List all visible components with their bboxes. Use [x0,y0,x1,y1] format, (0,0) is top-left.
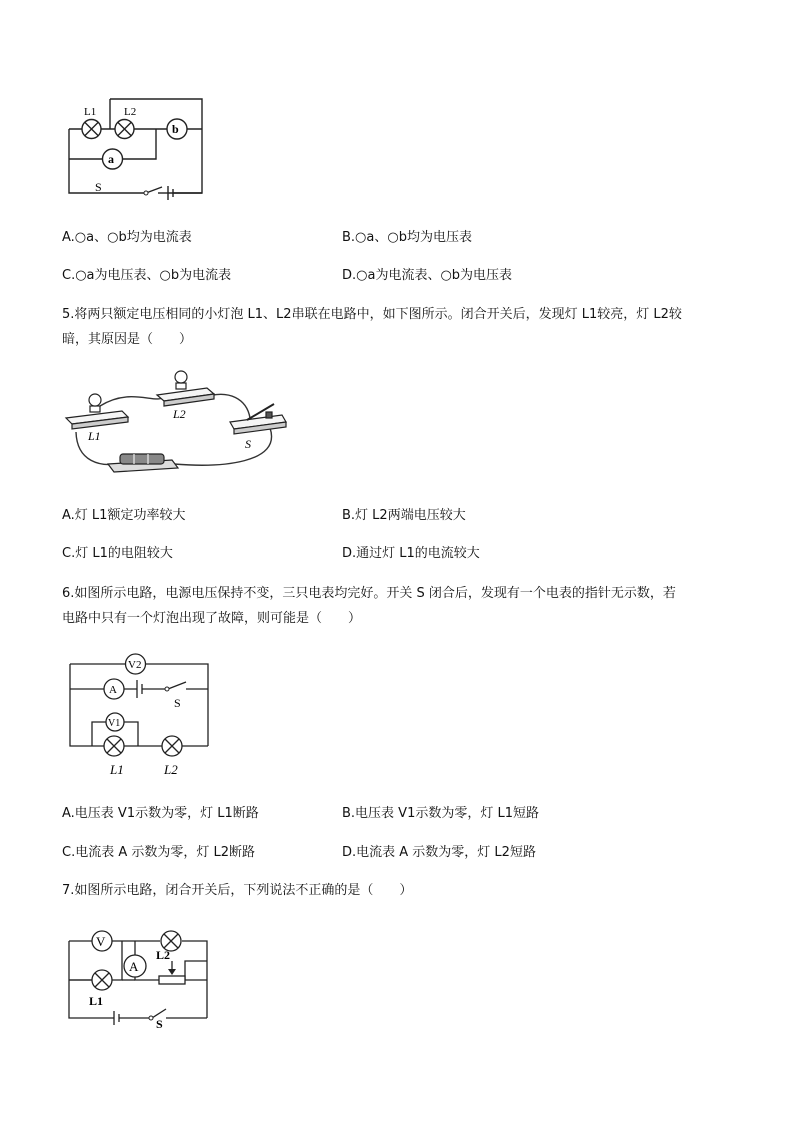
q7-stem-line: 7.如图所示电路，闭合开关后，下列说法不正确的是（ ） [62,883,413,898]
battery-holder-icon [108,454,178,472]
q5-stem-line1: 5.将两只额定电压相同的小灯泡 L1、L2串联在电路中，如下图所示。闭合开关后，发现灯 L1较亮，灯 L2较 [62,307,682,322]
q4-option-d: D.○a为电流表、○b为电压表 [342,268,513,283]
q4-label-b: b [172,122,179,136]
q4-option-b: B.○a、○b均为电压表 [342,230,472,245]
q4-label-l1: L1 [84,106,97,118]
q5-option-c: C.灯 L1的电阻较大 [62,546,173,561]
q5-option-d: D.通过灯 L1的电流较大 [342,546,480,561]
lamp-l1-icon [82,120,101,139]
lamp-base-l2-icon [157,388,214,406]
bulb-l1-icon [89,394,101,412]
q4-label-l2: L2 [124,106,137,118]
q6-label-l1: L1 [110,762,124,777]
q4-option-a: A.○a、○b均为电流表 [62,230,192,245]
lamp-base-l1-icon [66,411,128,429]
lamp-l1-icon [92,970,112,990]
q6-label-v1: V1 [108,718,121,729]
q5-option-b: B.灯 L2两端电压较大 [342,508,466,523]
q5-stem [62,302,730,352]
q5-stem-line2: 暗，其原因是（ ） [62,332,193,347]
lamp-l2-icon [162,736,182,756]
q7-circuit-figure [62,925,212,1030]
q7-label-l2: L2 [156,948,171,962]
bulb-l2-icon [175,371,187,389]
q7-stem [62,878,730,903]
q6-option-a: A.电压表 V1示数为零，灯 L1断路 [62,806,259,821]
q4-label-s: S [95,180,102,194]
q6-label-v2: V2 [128,659,142,671]
q6-stem-line2: 电路中只有一个灯泡出现了故障，则可能是（ ） [62,611,362,626]
q4-circuit-figure [62,95,212,201]
q6-option-c: C.电流表 A 示数为零，灯 L2断路 [62,845,256,860]
q6-label-a: A [109,684,117,696]
lamp-l1-icon [104,736,124,756]
q4-option-c: C.○a为电压表、○b为电流表 [62,268,232,283]
q7-label-l1: L1 [89,994,104,1008]
q4-label-a: a [108,152,114,166]
rheostat-icon [159,976,185,984]
q6-circuit-figure [62,652,212,780]
q6-option-b: B.电压表 V1示数为零，灯 L1短路 [342,806,539,821]
q5-circuit-figure [62,368,288,478]
q5-option-a: A.灯 L1额定功率较大 [62,508,186,523]
q7-label-a: A [129,959,139,974]
q6-label-s: S [174,696,181,710]
lamp-l2-icon [115,120,134,139]
q6-label-l2: L2 [164,762,178,777]
q6-stem-line1: 6.如图所示电路，电源电压保持不变，三只电表均完好。开关 S 闭合后，发现有一个电表的指针无示数，若 [62,586,676,601]
switch-s-icon [230,404,286,434]
q6-stem [62,581,730,631]
q7-label-s: S [156,1017,163,1030]
q5-label-l1: L1 [88,429,101,443]
q5-label-s: S [245,437,251,451]
q7-label-v: V [96,934,106,949]
q5-label-l2: L2 [173,407,186,421]
q6-option-d: D.电流表 A 示数为零，灯 L2短路 [342,845,536,860]
